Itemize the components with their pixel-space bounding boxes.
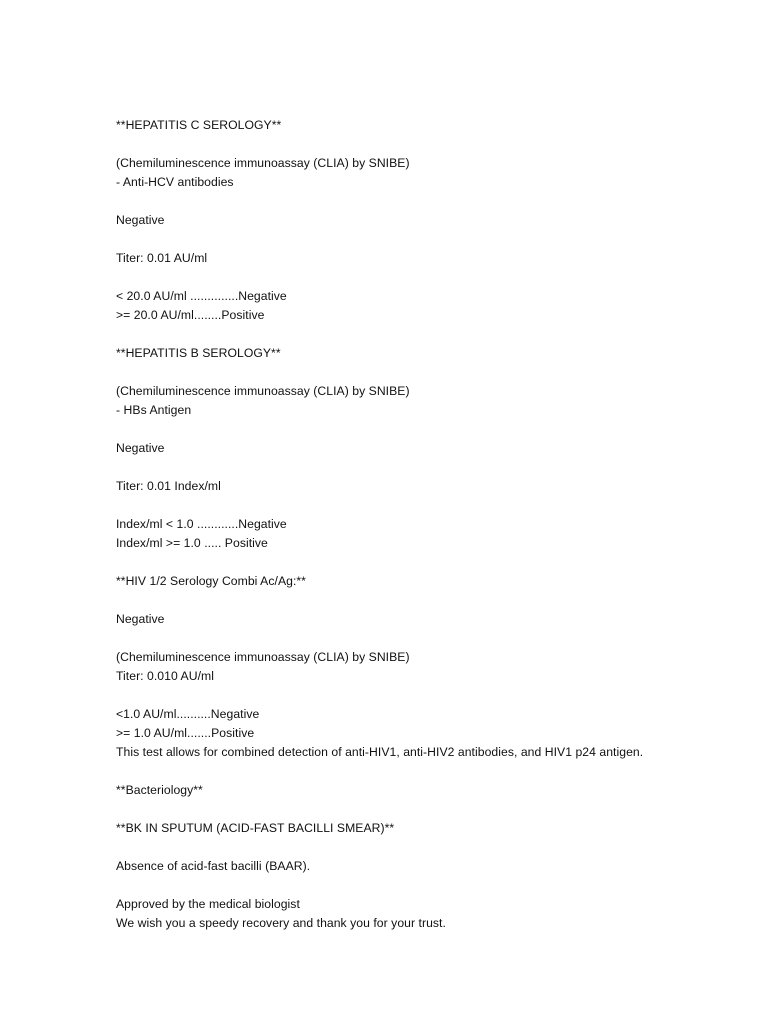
spacer bbox=[116, 876, 736, 895]
spacer bbox=[116, 553, 736, 572]
hbv-analyte: - HBs Antigen bbox=[116, 403, 192, 417]
hbv-titer: Titer: 0.01 Index/ml bbox=[116, 479, 221, 493]
spacer bbox=[116, 135, 736, 154]
hcv-titer: Titer: 0.01 AU/ml bbox=[116, 251, 208, 265]
spacer bbox=[116, 496, 736, 515]
spacer bbox=[116, 458, 736, 477]
hbv-ref-negative: Index/ml < 1.0 ............Negative bbox=[116, 517, 287, 531]
hiv-ref-positive: >= 1.0 AU/ml.......Positive bbox=[116, 726, 255, 740]
hiv-titer: Titer: 0.010 AU/ml bbox=[116, 669, 214, 683]
hcv-ref-positive: >= 20.0 AU/ml........Positive bbox=[116, 308, 265, 322]
hcv-ref-negative: < 20.0 AU/ml ..............Negative bbox=[116, 289, 287, 303]
hcv-result: Negative bbox=[116, 213, 165, 227]
hiv-result: Negative bbox=[116, 612, 165, 626]
hcv-heading: **HEPATITIS C SEROLOGY** bbox=[116, 118, 282, 132]
spacer bbox=[116, 420, 736, 439]
hbv-result: Negative bbox=[116, 441, 165, 455]
spacer bbox=[116, 629, 736, 648]
spacer bbox=[116, 325, 736, 344]
spacer bbox=[116, 800, 736, 819]
lab-report-page bbox=[116, 116, 736, 933]
bacteriology-heading: **Bacteriology** bbox=[116, 783, 203, 797]
approval-text: Approved by the medical biologist bbox=[116, 897, 300, 911]
sputum-result: Absence of acid-fast bacilli (BAAR). bbox=[116, 859, 311, 873]
spacer bbox=[116, 838, 736, 857]
spacer bbox=[116, 762, 736, 781]
spacer bbox=[116, 591, 736, 610]
hiv-method: (Chemiluminescence immunoassay (CLIA) by SNIBE) bbox=[116, 650, 410, 664]
closing-wishes: We wish you a speedy recovery and thank you for your trust. bbox=[116, 916, 446, 930]
hcv-analyte: - Anti-HCV antibodies bbox=[116, 175, 234, 189]
hbv-ref-positive: Index/ml >= 1.0 ..... Positive bbox=[116, 536, 268, 550]
spacer bbox=[116, 268, 736, 287]
hiv-ref-negative: <1.0 AU/ml..........Negative bbox=[116, 707, 260, 721]
spacer bbox=[116, 363, 736, 382]
spacer bbox=[116, 686, 736, 705]
sputum-heading: **BK IN SPUTUM (ACID-FAST BACILLI SMEAR)** bbox=[116, 821, 395, 835]
hiv-heading: **HIV 1/2 Serology Combi Ac/Ag:** bbox=[116, 574, 306, 588]
hbv-heading: **HEPATITIS B SEROLOGY** bbox=[116, 346, 281, 360]
hiv-note: This test allows for combined detection of anti-HIV1, anti-HIV2 antibodies, and HIV1 p24 antigen. bbox=[116, 745, 644, 759]
spacer bbox=[116, 230, 736, 249]
spacer bbox=[116, 192, 736, 211]
hbv-method: (Chemiluminescence immunoassay (CLIA) by SNIBE) bbox=[116, 384, 410, 398]
hcv-method: (Chemiluminescence immunoassay (CLIA) by SNIBE) bbox=[116, 156, 410, 170]
